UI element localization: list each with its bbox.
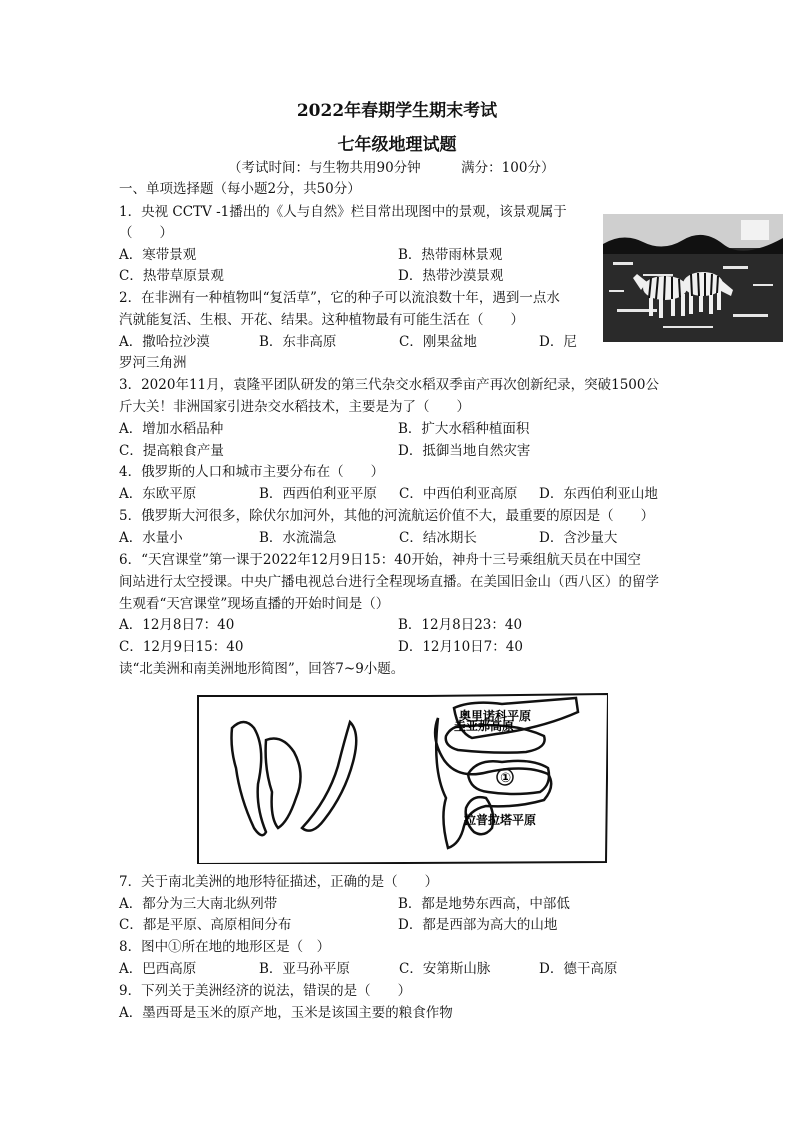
q7-option-d: D．都是西部为高大的山地 bbox=[398, 917, 558, 933]
q3-stem: 3．2020年11月，袁隆平团队研发的第三代杂交水稻双季亩产再次创新纪录，突破1500公 bbox=[119, 377, 659, 393]
q6-stem-cont2: 生观看“天宫课堂”现场直播的开始时间是（） bbox=[119, 596, 390, 612]
q2-option-b: B．东非高原 bbox=[259, 334, 337, 350]
q7-option-b: B．都是地势东西高，中部低 bbox=[398, 896, 570, 912]
q1-option-c: C．热带草原景观 bbox=[119, 268, 224, 284]
q5-stem: 5．俄罗斯大河很多，除伏尔加河外，其他的河流航运价值不大，最重要的原因是（ ） bbox=[119, 508, 655, 524]
q4-option-b: B．西西伯利亚平原 bbox=[259, 486, 377, 502]
q6-stem: 6．“天宫课堂”第一课于2022年12月9日15：40开始，神舟十三号乘组航天员在中国空 bbox=[119, 552, 641, 568]
q1-option-b: B．热带雨林景观 bbox=[398, 247, 503, 263]
q6-option-d: D．12月10日7：40 bbox=[398, 639, 523, 655]
q5-option-c: C．结冰期长 bbox=[399, 530, 477, 546]
map-intro: 读“北美洲和南美洲地形简图”，回答7~9小题。 bbox=[119, 661, 405, 677]
savanna-zebra-photo bbox=[603, 214, 783, 342]
q6-option-a: A．12月8日7：40 bbox=[119, 617, 235, 633]
q7-option-c: C．都是平原、高原相间分布 bbox=[119, 917, 292, 933]
label-guiana: 圭亚那高原 bbox=[454, 719, 515, 733]
q3-option-d: D．抵御当地自然灾害 bbox=[398, 443, 531, 459]
q3-option-b: B．扩大水稻种植面积 bbox=[398, 421, 530, 437]
q3-stem-cont: 斤大关！非洲国家引进杂交水稻技术，主要是为了（ ） bbox=[119, 399, 470, 415]
q2-option-a: A．撒哈拉沙漠 bbox=[119, 334, 210, 350]
q8-option-a: A．巴西高原 bbox=[119, 961, 197, 977]
q4-option-c: C．中西伯利亚高原 bbox=[399, 486, 518, 502]
q1-option-d: D．热带沙漠景观 bbox=[398, 268, 504, 284]
section-heading: 一、单项选择题（每小题2分，共50分） bbox=[119, 181, 361, 197]
q9-option-a: A．墨西哥是玉米的原产地，玉米是该国主要的粮食作物 bbox=[119, 1005, 453, 1021]
q4-option-d: D．东西伯利亚山地 bbox=[539, 486, 658, 502]
exam-subtitle: 七年级地理试题 bbox=[337, 135, 457, 155]
q5-option-d: D．含沙量大 bbox=[539, 530, 618, 546]
label-circled-1: ① bbox=[500, 771, 512, 786]
exam-title: 2022年春期学生期末考试 bbox=[296, 101, 498, 121]
q8-stem: 8．图中①所在地的地形区是（ ） bbox=[119, 939, 331, 955]
exam-info: （考试时间：与生物共用90分钟 满分：100分） bbox=[228, 160, 555, 176]
q6-stem-cont: 间站进行太空授课。中央广播电视总台进行全程现场直播。在美国旧金山（西八区）的留学 bbox=[119, 574, 659, 590]
q2-stem-cont: 汽就能复活、生根、开花、结果。这种植物最有可能生活在（ ） bbox=[119, 312, 524, 328]
q2-option-d: D．尼 bbox=[539, 334, 577, 350]
q8-option-d: D．德干高原 bbox=[539, 961, 618, 977]
q7-option-a: A．都分为三大南北纵列带 bbox=[119, 896, 278, 912]
q2-option-d-cont: 罗河三角洲 bbox=[119, 355, 187, 371]
americas-terrain-map bbox=[196, 688, 608, 864]
q4-option-a: A．东欧平原 bbox=[119, 486, 197, 502]
label-orinoco: 奥里诺科平原 bbox=[459, 709, 532, 723]
q5-option-a: A．水量小 bbox=[119, 530, 183, 546]
q1-stem: 1．央视 CCTV -1播出的《人与自然》栏目常出现图中的景观，该景观属于 bbox=[119, 204, 567, 220]
q9-stem: 9．下列关于美洲经济的说法，错误的是（ ） bbox=[119, 983, 412, 999]
q8-option-c: C．安第斯山脉 bbox=[399, 961, 491, 977]
q5-option-b: B．水流湍急 bbox=[259, 530, 337, 546]
q1-stem-cont: （ ） bbox=[119, 225, 173, 241]
q3-option-a: A．增加水稻品种 bbox=[119, 421, 224, 437]
q3-option-c: C．提高粮食产量 bbox=[119, 443, 224, 459]
q4-stem: 4．俄罗斯的人口和城市主要分布在（ ） bbox=[119, 464, 385, 480]
q6-option-c: C．12月9日15：40 bbox=[119, 639, 244, 655]
q2-option-c: C．刚果盆地 bbox=[399, 334, 477, 350]
label-la-plata: 拉普拉塔平原 bbox=[464, 813, 537, 827]
q1-option-a: A．寒带景观 bbox=[119, 247, 197, 263]
q2-stem: 2．在非洲有一种植物叫“复活草”，它的种子可以流浪数十年，遇到一点水 bbox=[119, 290, 560, 306]
q8-option-b: B．亚马孙平原 bbox=[259, 961, 350, 977]
q6-option-b: B．12月8日23：40 bbox=[398, 617, 523, 633]
q7-stem: 7．关于南北美洲的地形特征描述，正确的是（ ） bbox=[119, 874, 439, 890]
